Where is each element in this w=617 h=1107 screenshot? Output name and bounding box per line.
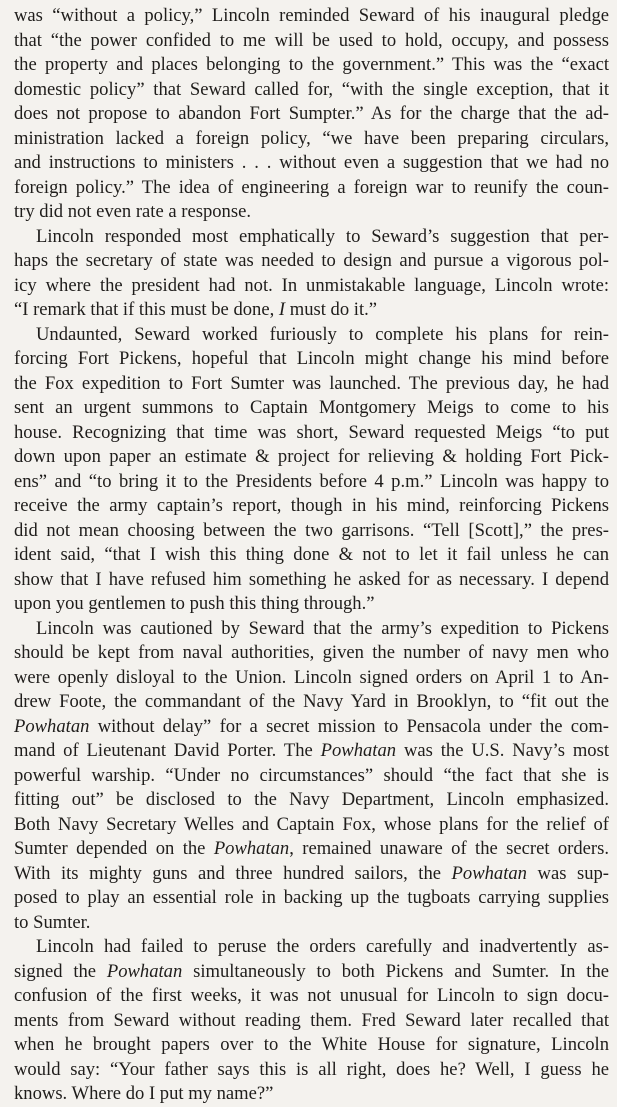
text-span: “I remark that if this must be done,	[14, 299, 279, 320]
paragraph-first-line	[14, 935, 609, 960]
text-line	[14, 788, 609, 813]
text-span: without delay” for a secret mission to Pensacola under the com-	[89, 715, 609, 737]
text-line	[14, 372, 609, 397]
text-line	[14, 347, 609, 372]
text-line	[14, 396, 609, 421]
text-line	[14, 151, 609, 176]
text-span: domestic policy” that Seward called for, “with the single exception, that it	[14, 78, 609, 100]
text-line	[14, 984, 609, 1009]
text-line	[14, 837, 609, 862]
text-span: fitting out” be disclosed to the Navy Department, Lincoln emphasized.	[14, 789, 609, 810]
text-span: was “without a policy,” Lincoln reminded Seward of his inaugural pledge	[14, 5, 609, 26]
text-line	[14, 53, 609, 78]
text-span: ident said, “that I wish this thing done & not to let it fail unless he can	[14, 544, 609, 565]
text-span: must do it.”	[285, 299, 378, 320]
text-span: house. Recognizing that time was short, Seward requested Meigs “to put	[14, 421, 609, 443]
text-line	[14, 445, 609, 470]
text-span: Both Navy Secretary Welles and Captain Fox, whose plans for the relief of	[14, 813, 609, 835]
text-span: confusion of the first weeks, it was not unusual for Lincoln to sign docu-	[14, 985, 609, 1006]
text-span: drew Foote, the commandant of the Navy Yard in Brooklyn, to “fit out the	[14, 691, 609, 712]
text-line	[14, 519, 609, 544]
text-line	[14, 1033, 609, 1058]
italic-text: Powhatan	[106, 960, 183, 982]
text-span: that “the power confided to me will be used to hold, occupy, and possess	[14, 29, 609, 51]
text-line	[14, 102, 609, 127]
text-span: sent an urgent summons to Captain Montgomery Meigs to come to his	[14, 397, 609, 418]
text-line	[14, 29, 609, 54]
text-span: powerful warship. “Under no circumstances” should “the fact that she is	[14, 764, 609, 786]
text-span: Lincoln responded most emphatically to Seward’s suggestion that per-	[36, 225, 609, 247]
text-line	[14, 421, 609, 446]
text-line	[14, 470, 609, 495]
text-line	[14, 886, 609, 911]
text-span: down upon paper an estimate & project for relieving & holding Fort Pick-	[14, 446, 609, 467]
text-span: was the U.S. Navy’s most	[396, 740, 609, 761]
text-line	[14, 200, 609, 225]
text-span: simultaneously to both Pickens and Sumter. In the	[182, 960, 609, 982]
text-line	[14, 78, 609, 103]
text-span: Sumter depended on the	[14, 838, 214, 859]
italic-text: Powhatan	[451, 862, 527, 884]
text-line	[14, 911, 609, 936]
text-span: was sup-	[526, 862, 609, 884]
text-line	[14, 1009, 609, 1034]
italic-text: I	[278, 299, 286, 320]
italic-text: Powhatan	[320, 740, 397, 761]
text-span: try did not even rate a response.	[14, 201, 251, 222]
text-line	[14, 543, 609, 568]
text-span: receive the army captain’s report, though in his mind, reinforcing Pickens	[14, 495, 609, 516]
text-span: ministration lacked a foreign policy, “we have been preparing circulars,	[14, 127, 609, 149]
text-span: forcing Fort Pickens, hopeful that Lincoln might change his mind before	[14, 348, 609, 369]
paragraph-first-line	[14, 617, 609, 642]
text-span: the Fox expedition to Fort Sumter was launched. The previous day, he had	[14, 372, 609, 394]
text-line	[14, 592, 609, 617]
text-span: ens” and “to bring it to the Presidents before 4 p.m.” Lincoln was happy to	[14, 470, 609, 492]
text-span: posed to play an essential role in backing up the tugboats carrying supplies	[14, 887, 609, 908]
text-line	[14, 127, 609, 152]
text-span: signed the	[14, 960, 107, 982]
text-line	[14, 1082, 609, 1107]
italic-text: Powhatan	[14, 715, 90, 737]
text-span: should be kept from naval authorities, given the number of navy men who	[14, 642, 609, 663]
text-line	[14, 690, 609, 715]
text-line	[14, 739, 609, 764]
text-span: foreign policy.” The idea of engineering a foreign war to reunify the coun-	[14, 176, 609, 198]
text-span: Lincoln was cautioned by Seward that the army’s expedition to Pickens	[36, 617, 609, 639]
text-line	[14, 4, 609, 29]
text-line	[14, 960, 609, 985]
text-span: does not propose to abandon Fort Sumpter.” As for the charge that the ad-	[14, 103, 609, 124]
paragraph-first-line	[14, 225, 609, 250]
text-span: and instructions to ministers . . . without even a suggestion that we had no	[14, 152, 609, 173]
text-span: when he brought papers over to the White House for signature, Lincoln	[14, 1034, 609, 1055]
text-line	[14, 666, 609, 691]
text-span: were openly disloyal to the Union. Lincoln signed orders on April 1 to An-	[14, 666, 609, 688]
text-line	[14, 176, 609, 201]
text-line	[14, 715, 609, 740]
text-line	[14, 1058, 609, 1083]
text-line	[14, 298, 609, 323]
text-span: Lincoln had failed to peruse the orders carefully and inadvertently as-	[36, 936, 609, 957]
text-span: would say: “Your father says this is all right, does he? Well, I guess he	[14, 1058, 609, 1080]
text-span: icy where the president had not. In unmistakable language, Lincoln wrote:	[14, 274, 609, 296]
text-line	[14, 862, 609, 887]
text-span: to Sumter.	[14, 911, 91, 933]
document-body	[14, 4, 609, 1107]
italic-text: Powhatan	[213, 838, 290, 859]
text-line	[14, 764, 609, 789]
text-span: mand of Lieutenant David Porter. The	[14, 740, 321, 761]
text-line	[14, 641, 609, 666]
text-span: haps the secretary of state was needed to design and pursue a vigorous pol-	[14, 250, 609, 271]
text-span: show that I have refused him something he asked for as necessary. I depend	[14, 568, 609, 590]
text-span: the property and places belonging to the government.” This was the “exact	[14, 54, 609, 75]
text-line	[14, 813, 609, 838]
text-span: ments from Seward without reading them. Fred Seward later recalled that	[14, 1009, 609, 1031]
text-span: With its mighty guns and three hundred sailors, the	[14, 862, 452, 884]
text-line	[14, 568, 609, 593]
text-span: did not mean choosing between the two garrisons. “Tell [Scott],” the pres-	[14, 519, 609, 541]
text-span: upon you gentlemen to push this thing through.”	[14, 593, 375, 614]
text-span: , remained unaware of the secret orders.	[289, 838, 610, 859]
text-line	[14, 494, 609, 519]
text-line	[14, 249, 609, 274]
paragraph-first-line	[14, 323, 609, 348]
text-line	[14, 274, 609, 299]
text-span: Undaunted, Seward worked furiously to complete his plans for rein-	[36, 323, 609, 345]
text-span: knows. Where do I put my name?”	[14, 1083, 274, 1104]
